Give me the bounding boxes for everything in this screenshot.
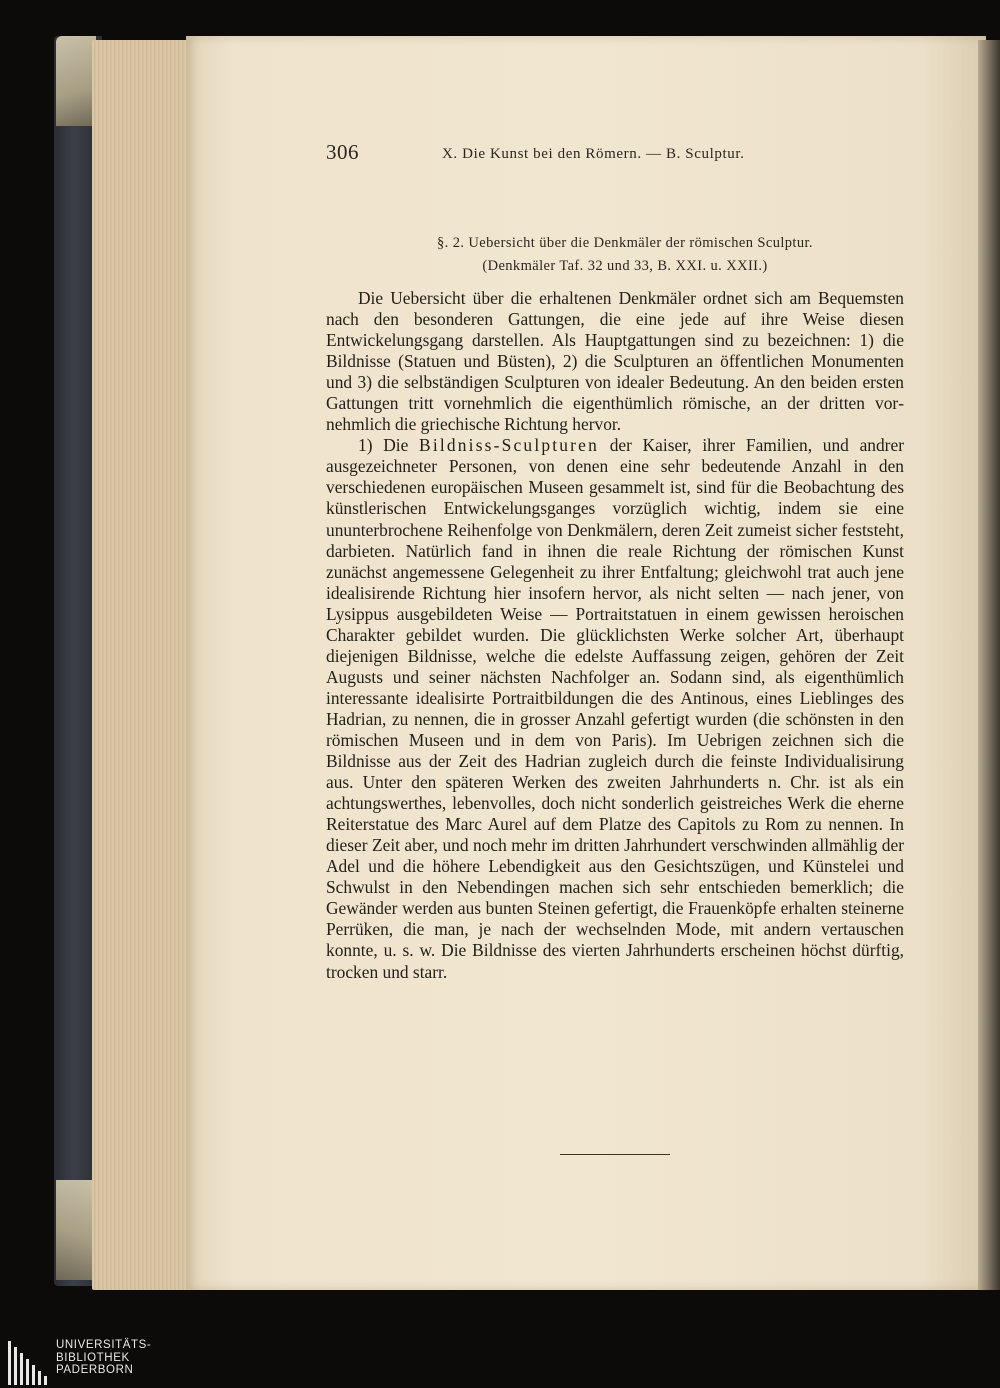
library-name-line: BIBLIOTHEK (56, 1351, 130, 1364)
paragraph (326, 435, 904, 982)
emphasized-term: Bildniss-Sculpturen (419, 435, 599, 456)
page-number: 306 (326, 140, 359, 164)
library-name-line: PADERBORN (56, 1364, 134, 1376)
library-footer (0, 1338, 1000, 1388)
cover-corner-top (56, 36, 96, 126)
section-subtitle: (Denkmäler Taf. 32 und 33, B. XXI. u. XXII.) (482, 258, 768, 274)
page-gutter-right (978, 40, 1000, 1290)
body-text (326, 288, 904, 983)
cover-corner-bottom (56, 1180, 96, 1280)
library-name-line: UNIVERSITÄTS- (56, 1339, 152, 1351)
section-end-rule (560, 1154, 670, 1155)
paragraph-lead: 1) Die (358, 435, 420, 456)
running-head: X. Die Kunst bei den Römern. — B. Sculptur. (442, 146, 745, 162)
section-heading (326, 232, 904, 278)
page-header (326, 140, 886, 170)
paragraph-text: der Kaiser, ihrer Familien, und andrer ausgezeichneter Personen, von denen eine sehr bedeutende Anzahl in den verschiedenen europäischen Museen gesammelt ist, sind für die Beobachtung des künstlerischen Entwickelungsganges vorzüglich wichtig, indem sie eine ununterbrochene Reihenfolge von Denkmälern, deren Zeit zumeist sicher feststeht, darbieten. Natürlich fand in ihnen die reale Richtung der römischen Kunst zunächst angemessene Gelegenheit zu ihrer Entfaltung; gleichwohl trat auch jene idealisirende Richtung hier insofern hervor, als nicht selten — nach jener, von Lysippus ausgebildeten Weise — Portraitstatuen in einem gewissen heroischen Charakter gebildet wurden. Die glücklichsten Werke solcher Art, überhaupt diejenigen Bildnisse, welche die edelste Auffassung zeigen, gehören der Zeit Augusts und seiner nächsten Nachfolger an. Sodann sind, als eigenthümlich interessante idealisirte Portraitbildungen die des Antinous, eines Lieblinges des Hadrian, zu nennen, die in grosser Anzahl gefertigt wurden (die schönsten in den römischen Museen und in dem von Paris). Im Uebrigen zeichnen sich die Bildnisse aus der Zeit des Hadrian zugleich durch die feinste Individualisirung aus. Unter den späteren Werken des zweiten Jahrhunderts n. Chr. ist als ein achtungswerthes, lebenvolles, doch nicht sonderlich geistreiches Werk die eherne Reiterstatue des Marc Aurel auf dem Platze des Capitols zu Rom zu nennen. In dieser Zeit aber, und noch mehr im dritten Jahrhundert verschwinden allmählig der Adel und die höhere Lebendigkeit aus den Gesichtszügen, und Künstelei und Schwulst in den Nebendingen machen sich sehr entschieden bemerklich; die Gewänder werden aus bunten Steinen gefertigt, die Frauenköpfe erhalten steinerne Perrüken, die man, je nach der wechselnden Mode, mit andern vertauschen konnte, u. s. w. Die Bildnisse des vierten Jahrhunderts erscheinen höchst dürftig, trocken und starr. (326, 435, 904, 982)
page-edges (92, 40, 188, 1290)
paragraph: Die Uebersicht über die erhaltenen Denkmäler ordnet sich am Bequemsten nach den besonderen Gattungen, die eine jede auf ihre Weise diesen Entwickelungsgang darstellen. Als Hauptgattungen sind zu bezeichnen: 1) die Bildnisse (Statuen und Büsten), 2) die Sculpturen an öffentlichen Monumenten und 3) die selbständigen Sculpturen von idealer Bedeutung. An den beiden ersten Gattungen tritt vornehmlich die eigenthümlich römische, an der dritten vornehmlich die griechische Richtung hervor. (326, 288, 904, 435)
section-title: §. 2. Uebersicht über die Denkmäler der römischen Sculptur. (437, 235, 813, 251)
library-logo-icon (8, 1341, 52, 1385)
library-name (56, 1339, 151, 1377)
